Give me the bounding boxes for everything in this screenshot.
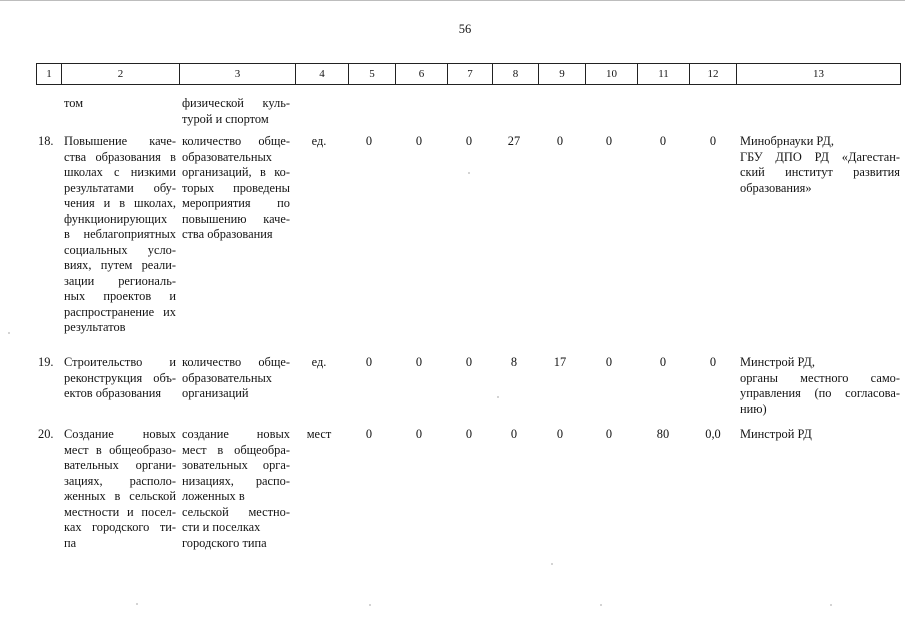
name-line: распространение их [64, 304, 176, 319]
value-col-11: 80 [656, 427, 670, 441]
value-col-6: 0 [415, 427, 423, 441]
name-line: результатами обу- [64, 180, 176, 195]
header-col-10: 10 [586, 64, 638, 85]
responsible-org [740, 134, 900, 196]
header-col-9: 9 [539, 64, 586, 85]
value-col-10: 0 [605, 134, 613, 148]
value-col-5: 0 [365, 355, 373, 369]
scan-speck [369, 604, 371, 606]
indicator-line: количество обще- [182, 355, 290, 369]
responsible-line: ГБУ ДПО РД «Дагестан- [740, 149, 900, 164]
name-line: Строительство и [64, 355, 176, 369]
responsible-org [740, 427, 900, 443]
header-col-5: 5 [349, 64, 396, 85]
indicator-line: мест в общеобра- [182, 442, 290, 457]
name-line: социальных усло- [64, 242, 176, 257]
scan-speck [551, 563, 553, 565]
value-col-11: 0 [659, 134, 667, 148]
responsible-line: ский институт развития [740, 165, 900, 179]
measure-name [64, 355, 176, 402]
value-col-11: 0 [659, 355, 667, 369]
value-col-9: 17 [553, 355, 567, 369]
name-line: том [64, 96, 84, 110]
indicator-line: создание новых [182, 427, 290, 441]
name-line: виях, путем реали- [64, 258, 176, 272]
header-col-13: 13 [737, 64, 901, 85]
name-line: местности и посел- [64, 504, 176, 519]
unit: ед. [311, 355, 327, 369]
value-col-6: 0 [415, 134, 423, 148]
indicator-line: турой и спортом [182, 111, 269, 126]
name-line: ных проектов и [64, 289, 176, 303]
name-line: ках городского ти- [64, 520, 176, 534]
scan-speck [830, 604, 832, 606]
value-col-10: 0 [605, 427, 613, 441]
continued-measure-name [64, 96, 174, 112]
name-line: зациях, располо- [64, 473, 176, 488]
responsible-line: нию) [740, 401, 767, 416]
name-line: школах с низкими [64, 165, 176, 179]
unit: мест [306, 427, 332, 441]
header-col-3: 3 [180, 64, 296, 85]
value-col-9: 0 [556, 134, 564, 148]
responsible-line: Минстрой РД [740, 427, 812, 441]
indicator-line: сти и поселках [182, 520, 261, 534]
measure-name [64, 427, 176, 551]
unit: ед. [311, 134, 327, 148]
indicator-line: низациях, распо- [182, 473, 290, 488]
indicator-line: ства образования [182, 227, 273, 241]
row-number: 20. [38, 427, 54, 441]
header-col-4: 4 [296, 64, 349, 85]
indicator-line: повышению каче- [182, 211, 290, 226]
indicator-line: организаций, в ко- [182, 165, 290, 179]
name-line: ства образования в [64, 149, 176, 164]
scan-speck [600, 604, 602, 606]
value-col-8: 8 [510, 355, 518, 369]
name-line: мест в общеобразо- [64, 442, 176, 457]
value-col-7: 0 [465, 427, 473, 441]
value-col-12: 0,0 [705, 427, 721, 441]
header-col-1: 1 [37, 64, 62, 85]
indicator-line: мероприятия по [182, 196, 290, 210]
value-col-5: 0 [365, 427, 373, 441]
indicator-text [182, 355, 290, 402]
indicator-line: физической куль- [182, 96, 290, 110]
responsible-org [740, 355, 900, 417]
row-number: 19. [38, 355, 54, 369]
responsible-line: управления (по согласова- [740, 386, 900, 400]
name-line: ектов образования [64, 386, 162, 400]
indicator-line: образовательных [182, 149, 272, 164]
header-col-11: 11 [638, 64, 690, 85]
indicator-line: количество обще- [182, 134, 290, 148]
header-col-12: 12 [690, 64, 737, 85]
row-number: 18. [38, 134, 54, 148]
value-col-10: 0 [605, 355, 613, 369]
indicator-text [182, 427, 290, 551]
responsible-line: образования» [740, 180, 812, 195]
responsible-line: Минобрнауки РД, [740, 134, 834, 148]
page-top-edge [0, 0, 905, 1]
header-col-8: 8 [493, 64, 539, 85]
indicator-line: торых проведены [182, 180, 290, 195]
name-line: Создание новых [64, 427, 176, 441]
indicator-text [182, 134, 290, 243]
page-number: 56 [458, 22, 472, 36]
scan-speck [497, 396, 499, 398]
name-line: па [64, 535, 77, 550]
value-col-8: 27 [507, 134, 521, 148]
responsible-line: органы местного само- [740, 370, 900, 385]
name-line: чения и в школах, [64, 196, 176, 210]
scan-speck [8, 332, 10, 334]
name-line: женных в сельской [64, 489, 176, 503]
value-col-8: 0 [510, 427, 518, 441]
indicator-line: организаций [182, 386, 249, 400]
scan-speck [468, 172, 470, 174]
indicator-line: сельской местно- [182, 504, 290, 519]
value-col-5: 0 [365, 134, 373, 148]
name-line: зации региональ- [64, 273, 176, 288]
value-col-12: 0 [709, 134, 717, 148]
name-line: вательных органи- [64, 458, 176, 472]
continued-indicator [182, 96, 290, 127]
name-line: реконструкция объ- [64, 370, 176, 385]
name-line: Повышение каче- [64, 134, 176, 148]
indicator-line: ложенных в [182, 489, 245, 503]
value-col-12: 0 [709, 355, 717, 369]
value-col-9: 0 [556, 427, 564, 441]
value-col-7: 0 [465, 134, 473, 148]
name-line: результатов [64, 320, 126, 334]
name-line: в неблагоприятных [64, 227, 176, 241]
header-col-7: 7 [448, 64, 493, 85]
table-header-row [36, 63, 901, 85]
responsible-line: Минстрой РД, [740, 355, 815, 369]
scan-speck [136, 603, 138, 605]
measure-name [64, 134, 176, 336]
name-line: функционирующих [64, 211, 168, 226]
value-col-7: 0 [465, 355, 473, 369]
header-col-6: 6 [396, 64, 448, 85]
indicator-line: зовательных орга- [182, 458, 290, 472]
value-col-6: 0 [415, 355, 423, 369]
indicator-line: городского типа [182, 535, 267, 550]
indicator-line: образовательных [182, 370, 272, 385]
header-col-2: 2 [62, 64, 180, 85]
